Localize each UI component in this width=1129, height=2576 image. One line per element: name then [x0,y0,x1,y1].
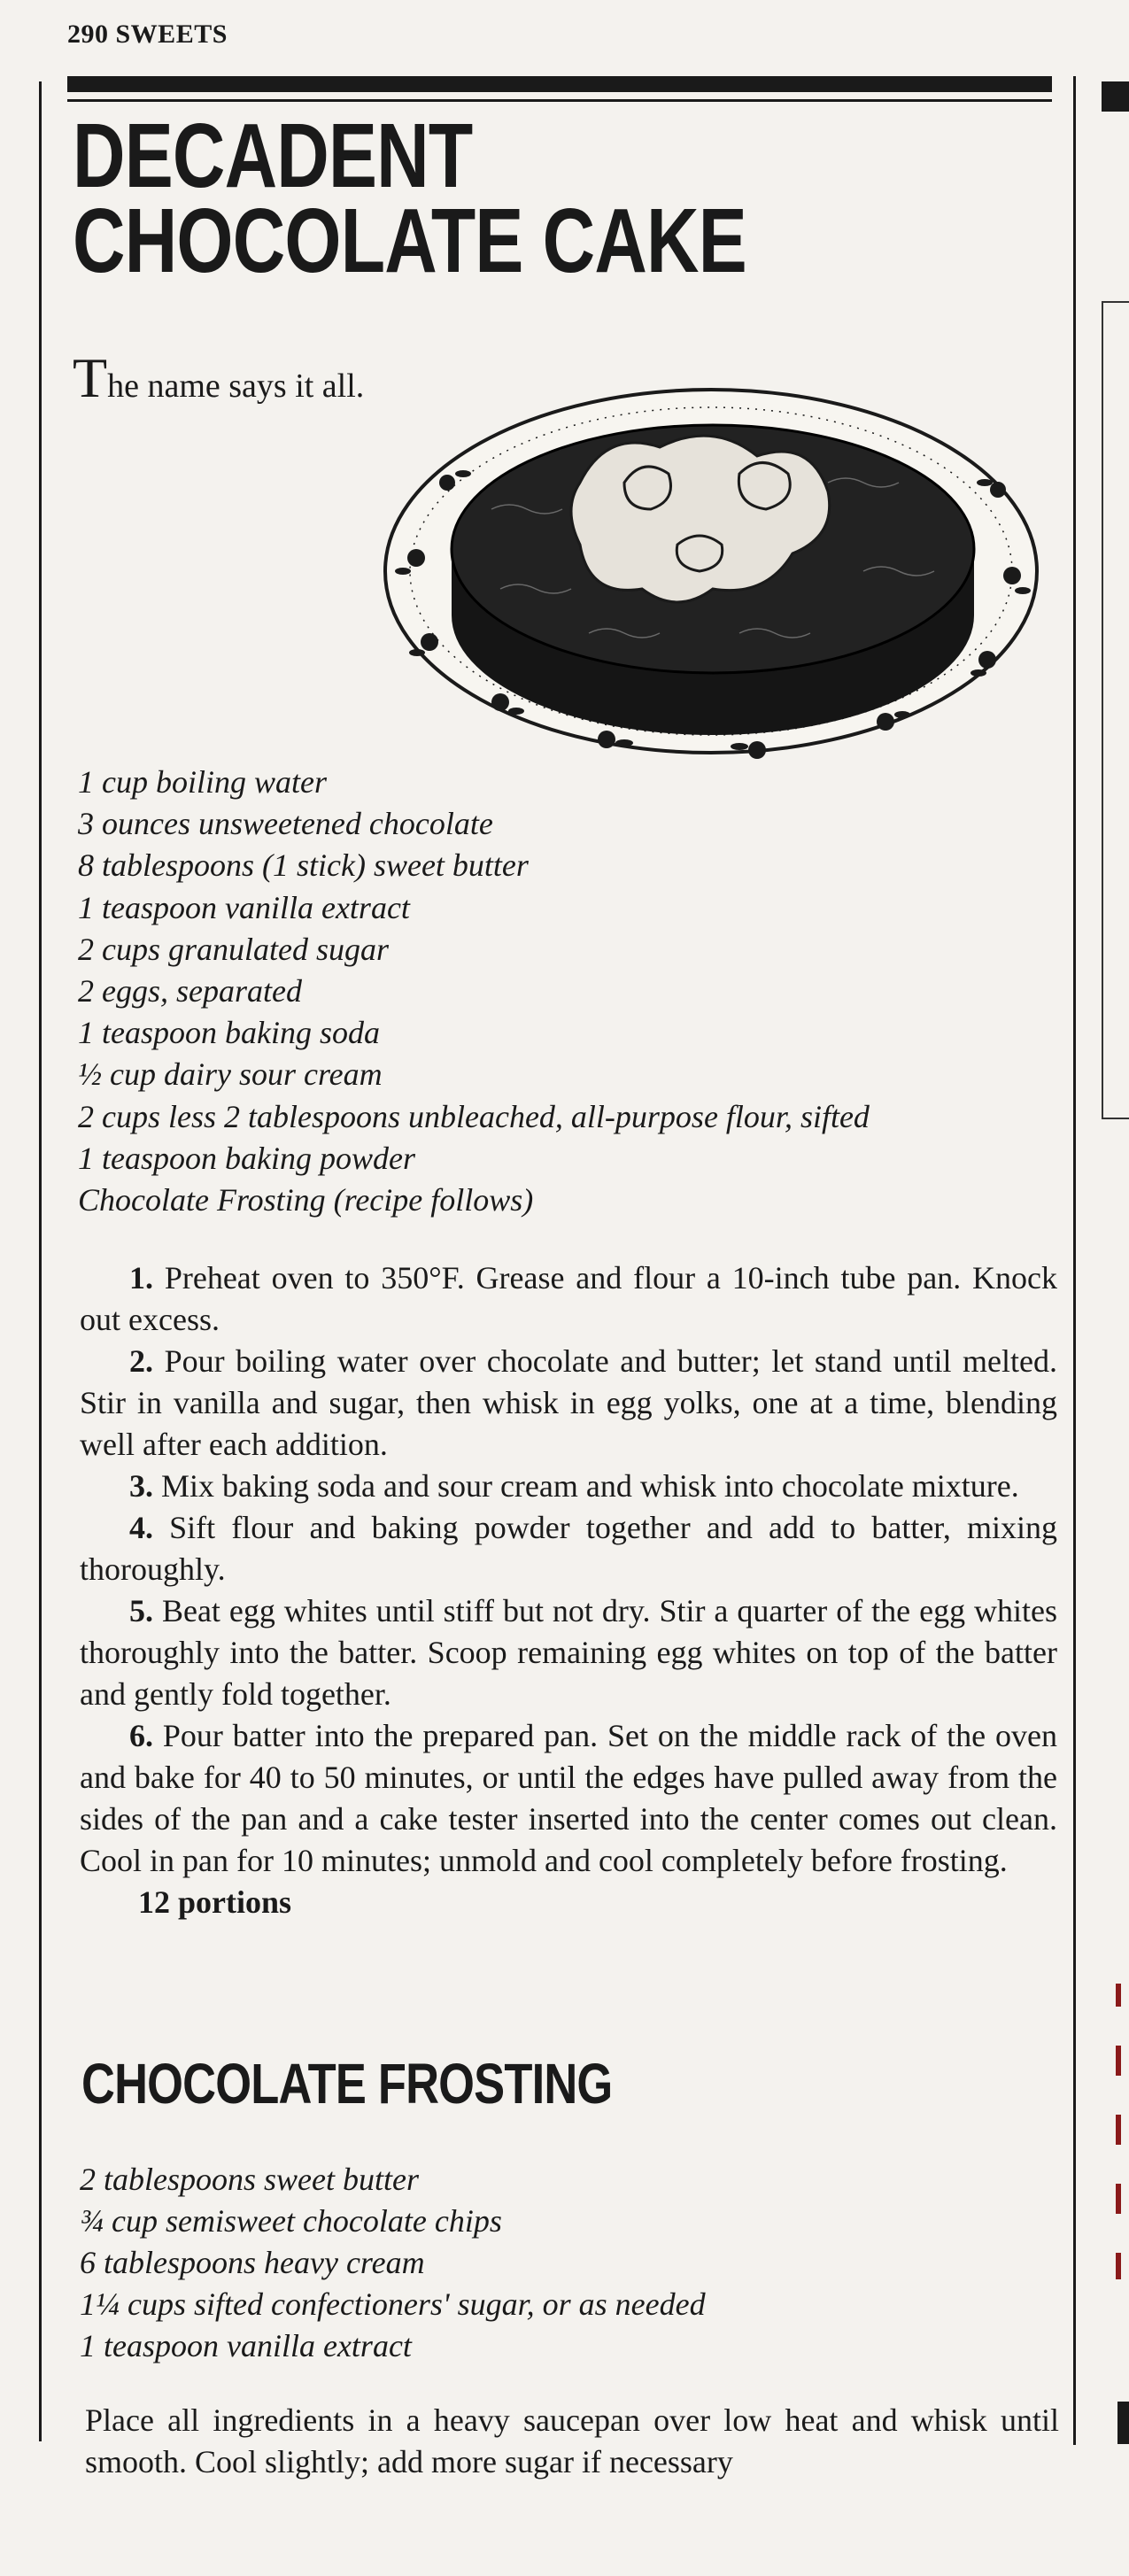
adjacent-column-rule [1102,81,1129,112]
ingredient-item: ½ cup dairy sour cream [78,1056,383,1093]
recipe-title-line-1: DECADENT [73,104,473,206]
step-3 [80,1466,1057,1507]
ingredient-item: 1 cup boiling water [78,764,327,800]
intro-text: he name says it all. [107,367,365,405]
step-text: Beat egg whites until stiff but not dry. Stir a quarter of the egg whites thoroughly into the batter. Scoop remaining egg whites on top of the batter and gently fold together. [80,1593,1057,1712]
frosting-ingredient-item: 1¼ cups sifted confectioners' sugar, or as needed [80,2286,706,2322]
ingredient-item: 2 eggs, separated [78,973,302,1010]
adjacent-column-edge-marks [1116,1984,1129,2444]
frosting-ingredient-item: 6 tablespoons heavy cream [80,2245,425,2280]
recipe-intro [73,346,365,409]
step-text: Preheat oven to 350°F. Grease and flour a 10-inch tube pan. Knock out excess. [80,1260,1058,1337]
step-text: Sift flour and baking powder together and add to batter, mixing thoroughly. [80,1510,1057,1587]
step-number: 6. [129,1718,153,1753]
frosting-ingredient-list [80,2159,706,2367]
frosting-ingredient-item: ¾ cup semisweet chocolate chips [80,2203,502,2239]
step-number: 5. [129,1593,153,1628]
column-rule-left [39,81,42,2441]
step-text: Pour batter into the prepared pan. Set on the middle rack of the oven and bake for 40 to 50 minutes, or until the edges have pulled away from the sides of the pan and a cake tester inserted into the center comes out clean. Cool in pan for 10 minutes; unmold and cool completely before frosting. [80,1718,1058,1878]
running-head: 290 SWEETS [67,19,228,49]
frosting-method: Place all ingredients in a heavy saucepan over low heat and whisk until smooth. Cool slightly; add more sugar if necessary [85,2402,1059,2479]
ingredient-item: Chocolate Frosting (recipe follows) [78,1182,534,1218]
ingredient-item: 2 cups granulated sugar [78,931,389,967]
frosting-ingredient-item: 2 tablespoons sweet butter [80,2162,419,2197]
recipe-title-line-2: CHOCOLATE CAKE [73,190,746,291]
step-number: 3. [129,1468,153,1504]
frosting-title: CHOCOLATE FROSTING [81,2052,613,2116]
ingredient-item: 1 teaspoon baking soda [78,1015,380,1051]
step-2 [80,1341,1057,1466]
ingredient-list [78,762,870,1221]
step-1 [80,1257,1057,1341]
ingredient-item: 1 teaspoon baking powder [78,1140,415,1176]
ingredient-item: 2 cups less 2 tablespoons unbleached, all-purpose flour, sifted [78,1098,870,1134]
step-number: 1. [129,1260,153,1296]
step-text: Mix baking soda and sour cream and whisk into chocolate mixture. [161,1468,1019,1504]
yield: 12 portions [138,1884,292,1920]
ingredient-item: 3 ounces unsweetened chocolate [78,806,493,842]
adjacent-column-box [1102,301,1129,1119]
ingredient-item: 8 tablespoons (1 stick) sweet butter [78,847,529,884]
column-rule-right [1073,76,1076,2445]
step-number: 2. [129,1343,153,1379]
step-text: Pour boiling water over chocolate and butter; let stand until melted. Stir in vanilla and sugar, then whisk in egg yolks, one at a time, blending well after each addition. [80,1343,1057,1462]
cake-illustration [367,350,1058,793]
frosting-ingredient-item: 1 teaspoon vanilla extract [80,2328,412,2363]
instructions [80,1257,1057,1923]
adjacent-column-bar [1117,2402,1129,2444]
ingredient-item: 1 teaspoon vanilla extract [78,889,410,925]
recipe-title [73,104,746,291]
step-4 [80,1507,1057,1590]
header-rule-thin [67,99,1052,102]
step-5 [80,1590,1057,1715]
step-number: 4. [129,1510,153,1545]
header-rule-thick [67,76,1052,92]
step-6 [80,1715,1057,1882]
drop-cap: T [73,346,108,409]
